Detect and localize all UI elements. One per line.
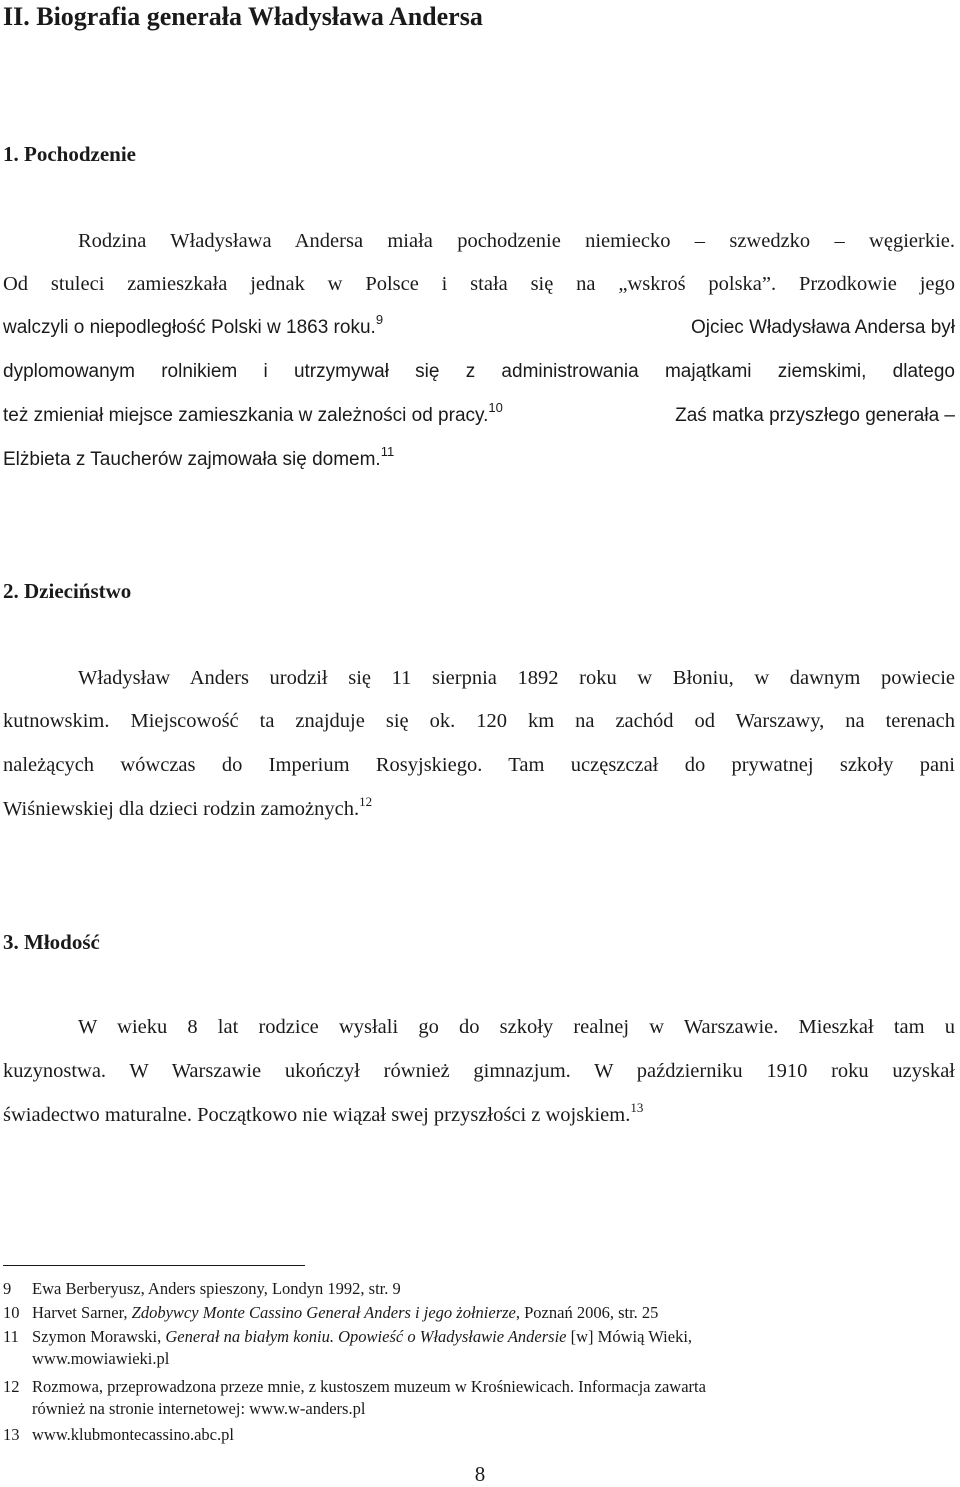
footnote-text xyxy=(32,1326,932,1348)
footnote-ref: 11 xyxy=(380,444,395,459)
footnote-url: www.mowiawieki.pl xyxy=(32,1349,170,1368)
paragraph-line: W wieku 8 lat rodzice wysłali go do szkoły realnej w Warszawie. Mieszkał tam u xyxy=(78,1016,955,1038)
footnote-separator xyxy=(3,1265,305,1266)
paragraph-line: należących wówczas do Imperium Rosyjskiego. Tam uczęszczał do prywatnej szkoły pani xyxy=(3,754,955,776)
footnote-number: 11 xyxy=(3,1327,19,1346)
footnote-publication: , Poznań 2006, str. 25 xyxy=(515,1303,659,1322)
footnote-number: 12 xyxy=(3,1377,20,1396)
footnote-url: www.klubmontecassino.abc.pl xyxy=(32,1425,234,1444)
paragraph-segment xyxy=(3,402,503,430)
footnote-ref: 12 xyxy=(359,794,373,809)
page-title: II. Biografia generała Władysława Andersa xyxy=(3,2,483,31)
footnote-text: Rozmowa, przeprowadzona przeze mnie, z kustoszem muzeum w Krośniewicach. Informacja zawarta xyxy=(32,1377,706,1396)
paragraph-segment xyxy=(3,314,383,342)
footnote-text-continued: również na stronie internetowej: www.w-anders.pl xyxy=(32,1399,366,1418)
footnote-publication: [w] Mówią Wieki, xyxy=(566,1327,693,1346)
footnote-number: 9 xyxy=(3,1279,12,1298)
footnote-text xyxy=(32,1302,932,1324)
paragraph-line: dyplomowanym rolnikiem i utrzymywał się z administrowania majątkami ziemskimi, dlatego xyxy=(3,361,955,382)
footnote-author: Harvet Sarner, xyxy=(32,1303,132,1322)
footnote-author: Szymon Morawski, xyxy=(32,1327,166,1346)
paragraph-line xyxy=(3,314,955,342)
paragraph-text: świadectwo maturalne. Początkowo nie wiązał swej przyszłości z wojskiem. xyxy=(3,1104,631,1126)
paragraph-line: Rodzina Władysława Andersa miała pochodzenie niemiecko – szwedzko – węgierkie. xyxy=(78,230,955,252)
paragraph-line xyxy=(3,1101,955,1129)
footnote-ref: 10 xyxy=(488,400,503,415)
footnote-11 xyxy=(3,1326,943,1370)
footnote-12 xyxy=(3,1376,943,1420)
footnote-number: 13 xyxy=(3,1425,20,1444)
footnote-text: Ewa Berberyusz, Anders spieszony, Londyn 1992, str. 9 xyxy=(32,1279,401,1298)
paragraph-line: kuzynostwa. W Warszawie ukończył również gimnazjum. W październiku 1910 roku uzyskał xyxy=(3,1060,955,1082)
section-heading-pochodzenie: 1. Pochodzenie xyxy=(3,142,136,166)
footnote-book-title: Zdobywcy Monte Cassino Generał Anders i jego żołnierze xyxy=(131,1303,516,1322)
paragraph-text: Ojciec Władysława Andersa był xyxy=(691,317,955,338)
page-number: 8 xyxy=(474,1462,486,1486)
paragraph-line xyxy=(3,402,955,430)
footnote-number: 10 xyxy=(3,1303,20,1322)
paragraph-text: Wiśniewskiej dla dzieci rodzin zamożnych. xyxy=(3,798,360,820)
paragraph-text: walczyli o niepodległość Polski w 1863 roku. xyxy=(3,317,376,338)
paragraph-line: kutnowskim. Miejscowość ta znajduje się ok. 120 km na zachód od Warszawy, na terenach xyxy=(3,710,955,732)
section-heading-dziecinstwo: 2. Dzieciństwo xyxy=(3,579,132,603)
section-heading-mlodosc: 3. Młodość xyxy=(3,930,100,954)
footnote-ref: 13 xyxy=(630,1100,644,1115)
paragraph-text: Zaś matka przyszłego generała – xyxy=(675,405,955,426)
footnote-book-title: Generał na białym koniu. Opowieść o Władysławie Andersie xyxy=(165,1327,567,1346)
paragraph-line: Władysław Anders urodził się 11 sierpnia 1892 roku w Błoniu, w dawnym powiecie xyxy=(78,667,955,689)
paragraph-line xyxy=(3,795,955,823)
paragraph-line: Od stuleci zamieszkała jednak w Polsce i stała się na „wskroś polska”. Przodkowie jego xyxy=(3,273,955,295)
footnote-ref: 9 xyxy=(375,312,384,327)
paragraph-line xyxy=(3,446,955,474)
paragraph-text: też zmieniał miejsce zamieszkania w zależności od pracy. xyxy=(3,405,489,426)
paragraph-text: Elżbieta z Taucherów zajmowała się domem. xyxy=(3,449,381,470)
